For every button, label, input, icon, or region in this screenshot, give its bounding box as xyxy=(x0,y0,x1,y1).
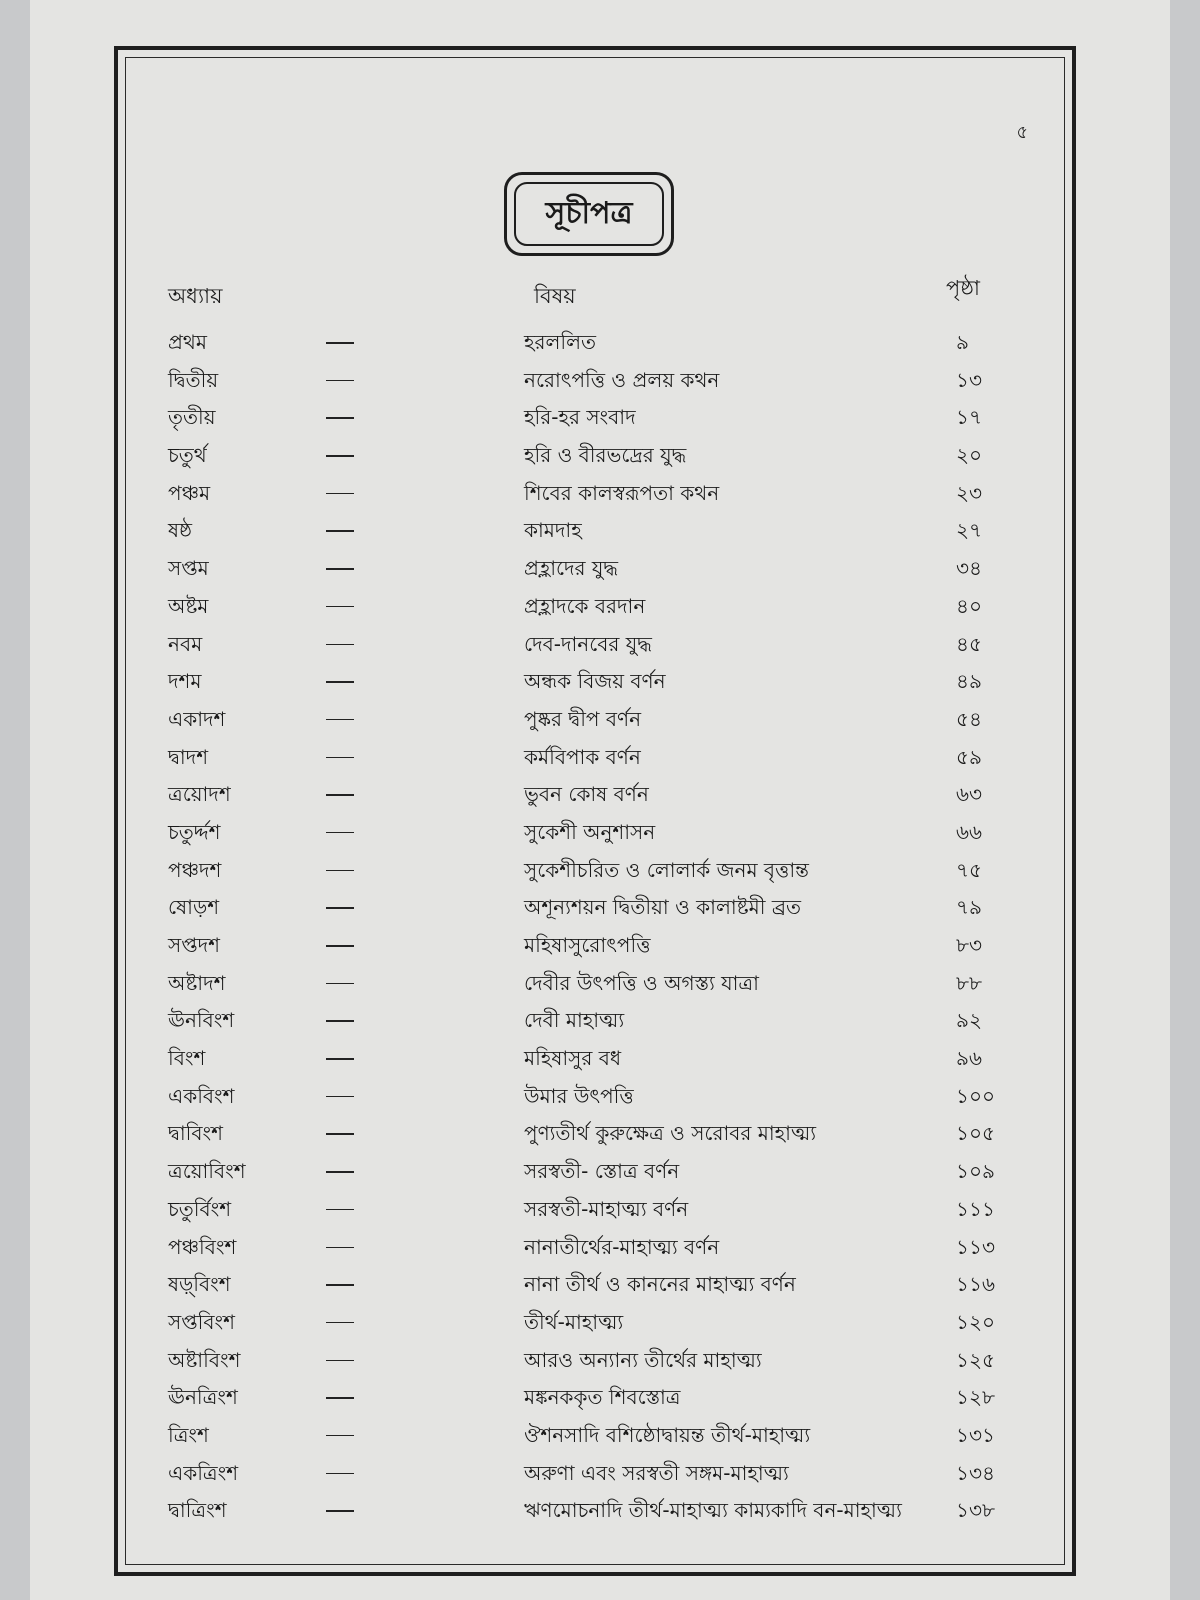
toc-dash xyxy=(326,606,354,608)
toc-subject: দেব-দানবের যুদ্ধ xyxy=(524,631,652,656)
toc-row xyxy=(168,1266,1048,1304)
toc-subject: অন্ধক বিজয় বর্ণন xyxy=(524,669,666,694)
toc-row xyxy=(168,1191,1048,1229)
toc-page: ১২৫ xyxy=(956,1347,995,1372)
toc-dash xyxy=(326,681,354,683)
toc-page: ৫৪ xyxy=(956,706,982,731)
toc-page: ১১৬ xyxy=(956,1272,995,1297)
toc-subject: সরস্বতী- স্তোত্র বর্ণন xyxy=(524,1159,680,1184)
book-page xyxy=(30,0,1170,1600)
toc-page: ৪৯ xyxy=(956,669,982,694)
toc-chapter: দ্বাদশ xyxy=(168,744,209,769)
toc-page: ৭৯ xyxy=(956,895,982,920)
toc-chapter: দশম xyxy=(168,669,202,694)
toc-row xyxy=(168,1492,1048,1530)
toc-page: ৩৪ xyxy=(956,556,982,581)
toc-page: ২৭ xyxy=(956,518,983,543)
toc-row xyxy=(168,1417,1048,1455)
toc-subject: কামদাহ xyxy=(524,518,582,543)
toc-chapter: সপ্তবিংশ xyxy=(168,1309,235,1334)
toc-chapter: তৃতীয় xyxy=(168,405,216,430)
toc-subject: পুণ্যতীর্থ কুরুক্ষেত্র ও সরোবর মাহাত্ম্য xyxy=(524,1121,817,1146)
toc-page: ২৩ xyxy=(956,480,983,505)
toc-dash xyxy=(326,530,354,532)
toc-chapter: দ্বাত্রিংশ xyxy=(168,1498,227,1523)
toc-page: ১৩১ xyxy=(956,1422,995,1447)
toc-row xyxy=(168,1078,1048,1116)
toc-page: ১০৫ xyxy=(956,1121,995,1146)
toc-page: ৯২ xyxy=(956,1008,982,1033)
toc-subject: মহিষাসুর বধ xyxy=(524,1046,622,1071)
toc-page: ১৩৮ xyxy=(956,1498,995,1523)
toc-dash xyxy=(326,1360,354,1362)
toc-subject: দেবীর উৎপত্তি ও অগস্ত্য যাত্রা xyxy=(524,970,759,995)
toc-subject: হরললিত xyxy=(524,330,597,354)
toc-subject: তীর্থ-মাহাত্ম্য xyxy=(524,1309,624,1334)
page-frame xyxy=(114,46,1076,1576)
toc-dash xyxy=(326,719,354,721)
toc-dash xyxy=(326,983,354,985)
toc-row xyxy=(168,512,1048,550)
toc-subject: দেবী মাহাত্ম্য xyxy=(524,1008,625,1033)
toc-chapter: পঞ্চম xyxy=(168,480,211,505)
toc-subject: নরোৎপত্তি ও প্রলয় কথন xyxy=(524,367,720,392)
toc-dash xyxy=(326,832,354,834)
toc-chapter: অষ্টম xyxy=(168,593,209,618)
toc-row xyxy=(168,399,1048,437)
toc-list xyxy=(168,324,1048,1530)
toc-page: ৬৬ xyxy=(956,819,983,844)
toc-dash xyxy=(326,493,354,495)
toc-subject: ঔশনসাদি বশিষ্ঠোদ্বায়ন্ত তীর্থ-মাহাত্ম্য xyxy=(524,1422,811,1447)
toc-page: ৯৬ xyxy=(956,1046,982,1071)
toc-dash xyxy=(326,945,354,947)
toc-page: ৮৮ xyxy=(956,970,982,995)
toc-chapter: সপ্তদশ xyxy=(168,933,220,957)
toc-page: ১৩৪ xyxy=(956,1460,995,1485)
toc-dash xyxy=(326,1473,354,1475)
toc-chapter: চতুর্দ্দশ xyxy=(168,819,221,844)
toc-chapter: ত্রয়োদশ xyxy=(168,782,231,807)
toc-page: ১১৩ xyxy=(956,1234,995,1259)
toc-subject: হরি ও বীরভদ্রের যুদ্ধ xyxy=(524,443,687,468)
toc-chapter: দ্বাবিংশ xyxy=(168,1121,223,1146)
toc-dash xyxy=(326,1284,354,1286)
toc-chapter: দ্বিতীয় xyxy=(168,367,219,392)
toc-page: ৫৯ xyxy=(956,744,982,769)
toc-row xyxy=(168,852,1048,890)
toc-chapter: সপ্তম xyxy=(168,556,209,581)
toc-page: ১৭ xyxy=(956,405,982,430)
toc-chapter: ঊনবিংশ xyxy=(168,1008,235,1033)
toc-row xyxy=(168,1115,1048,1153)
toc-page: ২০ xyxy=(956,443,983,468)
toc-page: ১২০ xyxy=(956,1309,995,1334)
toc-dash xyxy=(326,1020,354,1022)
toc-row xyxy=(168,1002,1048,1040)
toc-subject: নানা তীর্থ ও কাননের মাহাত্ম্য বর্ণন xyxy=(524,1272,796,1297)
toc-chapter: ত্রয়োবিংশ xyxy=(168,1159,246,1184)
toc-dash xyxy=(326,1397,354,1399)
toc-row xyxy=(168,550,1048,588)
toc-chapter: একত্রিংশ xyxy=(168,1460,239,1485)
toc-row xyxy=(168,663,1048,701)
toc-dash xyxy=(326,417,354,419)
toc-chapter: ষোড়শ xyxy=(168,895,220,920)
toc-row xyxy=(168,1229,1048,1267)
toc-page: ৭৫ xyxy=(956,857,982,882)
toc-dash xyxy=(326,1435,354,1437)
toc-page: ১১১ xyxy=(956,1196,995,1221)
toc-subject: অশূন্যশয়ন দ্বিতীয়া ও কালাষ্টমী ব্রত xyxy=(524,895,802,920)
toc-dash xyxy=(326,870,354,872)
toc-chapter: ষড়্‌বিংশ xyxy=(168,1272,231,1297)
toc-row xyxy=(168,1342,1048,1380)
toc-row xyxy=(168,437,1048,475)
toc-page: ৯ xyxy=(956,330,969,354)
toc-page: ১০৯ xyxy=(956,1159,995,1184)
toc-row xyxy=(168,965,1048,1003)
toc-row xyxy=(168,927,1048,965)
toc-dash xyxy=(326,455,354,457)
toc-chapter: প্রথম xyxy=(168,330,207,354)
toc-subject: কর্মবিপাক বর্ণন xyxy=(524,744,641,769)
toc-dash xyxy=(326,1247,354,1249)
toc-dash xyxy=(326,757,354,759)
toc-row xyxy=(168,776,1048,814)
header-page: পৃষ্ঠা xyxy=(946,276,981,300)
toc-subject: উমার উৎপত্তি xyxy=(524,1083,634,1108)
toc-subject: নানাতীর্থের-মাহাত্ম্য বর্ণন xyxy=(524,1234,720,1259)
toc-page: ১২৮ xyxy=(956,1385,995,1410)
toc-chapter: একাদশ xyxy=(168,706,226,731)
toc-dash xyxy=(326,644,354,646)
page-title: সূচীপত্র xyxy=(514,182,664,246)
toc-page: ১০০ xyxy=(956,1083,995,1108)
toc-chapter: ষষ্ঠ xyxy=(168,518,193,543)
toc-row xyxy=(168,1153,1048,1191)
toc-dash xyxy=(326,1133,354,1135)
toc-row xyxy=(168,1455,1048,1493)
toc-chapter: ত্রিংশ xyxy=(168,1422,209,1447)
toc-page: ৪৫ xyxy=(956,631,982,656)
toc-subject: মহিষাসুরোৎপত্তি xyxy=(524,933,651,957)
toc-row xyxy=(168,324,1048,362)
toc-subject: ভুবন কোষ বর্ণন xyxy=(524,782,649,807)
toc-dash xyxy=(326,380,354,382)
toc-subject: পুষ্কর দ্বীপ বর্ণন xyxy=(524,706,642,731)
toc-row xyxy=(168,1379,1048,1417)
page-number: ৫ xyxy=(1016,122,1028,143)
toc-subject: আরও অন্যান্য তীর্থের মাহাত্ম্য xyxy=(524,1347,762,1372)
toc-dash xyxy=(326,907,354,909)
title-frame xyxy=(504,172,674,256)
toc-chapter: বিংশ xyxy=(168,1046,206,1071)
toc-dash xyxy=(326,1058,354,1060)
toc-row xyxy=(168,701,1048,739)
toc-dash xyxy=(326,1096,354,1098)
toc-subject: প্রহ্লাদের যুদ্ধ xyxy=(524,556,619,581)
toc-row xyxy=(168,362,1048,400)
toc-subject: প্রহ্লাদকে বরদান xyxy=(524,593,646,618)
toc-subject: সুকেশী অনুশাসন xyxy=(524,819,656,844)
toc-subject: সরস্বতী-মাহাত্ম্য বর্ণন xyxy=(524,1196,689,1221)
toc-subject: সুকেশীচরিত ও লোলার্ক জনম বৃত্তান্ত xyxy=(524,857,809,882)
header-chapter: অধ্যায় xyxy=(168,284,223,308)
toc-chapter: চতুর্বিংশ xyxy=(168,1196,232,1221)
toc-dash xyxy=(326,1322,354,1324)
toc-row xyxy=(168,1304,1048,1342)
toc-chapter: নবম xyxy=(168,631,203,656)
toc-dash xyxy=(326,568,354,570)
header-subject: বিষয় xyxy=(534,284,576,308)
toc-row xyxy=(168,739,1048,777)
toc-row xyxy=(168,626,1048,664)
toc-dash xyxy=(326,1510,354,1512)
toc-row xyxy=(168,475,1048,513)
toc-subject: মঙ্কনককৃত শিবস্তোত্র xyxy=(524,1385,681,1410)
toc-row xyxy=(168,1040,1048,1078)
toc-dash xyxy=(326,794,354,796)
toc-page: ১৩ xyxy=(956,367,982,392)
toc-page: ৪০ xyxy=(956,593,982,618)
toc-chapter: অষ্টাদশ xyxy=(168,970,226,995)
toc-subject: হরি-হর সংবাদ xyxy=(524,405,636,430)
toc-chapter: অষ্টাবিংশ xyxy=(168,1347,241,1372)
toc-chapter: একবিংশ xyxy=(168,1083,235,1108)
toc-dash xyxy=(326,1209,354,1211)
toc-dash xyxy=(326,1171,354,1173)
toc-header xyxy=(168,276,1048,310)
toc-page: ৬৩ xyxy=(956,782,983,807)
toc-row xyxy=(168,588,1048,626)
toc-page: ৮৩ xyxy=(956,933,982,957)
toc-chapter: পঞ্চবিংশ xyxy=(168,1234,237,1259)
toc-subject: ঋণমোচনাদি তীর্থ-মাহাত্ম্য কাম্যকাদি বন-মাহাত্ম্য xyxy=(524,1498,902,1523)
toc-chapter: চতুর্থ xyxy=(168,443,207,468)
toc-subject: শিবের কালস্বরূপতা কথন xyxy=(524,480,720,505)
toc-dash xyxy=(326,342,354,344)
toc-row xyxy=(168,814,1048,852)
toc-chapter: পঞ্চদশ xyxy=(168,857,222,882)
toc-chapter: ঊনত্রিংশ xyxy=(168,1385,238,1410)
toc-subject: অরুণা এবং সরস্বতী সঙ্গম-মাহাত্ম্য xyxy=(524,1460,789,1485)
toc-row xyxy=(168,889,1048,927)
